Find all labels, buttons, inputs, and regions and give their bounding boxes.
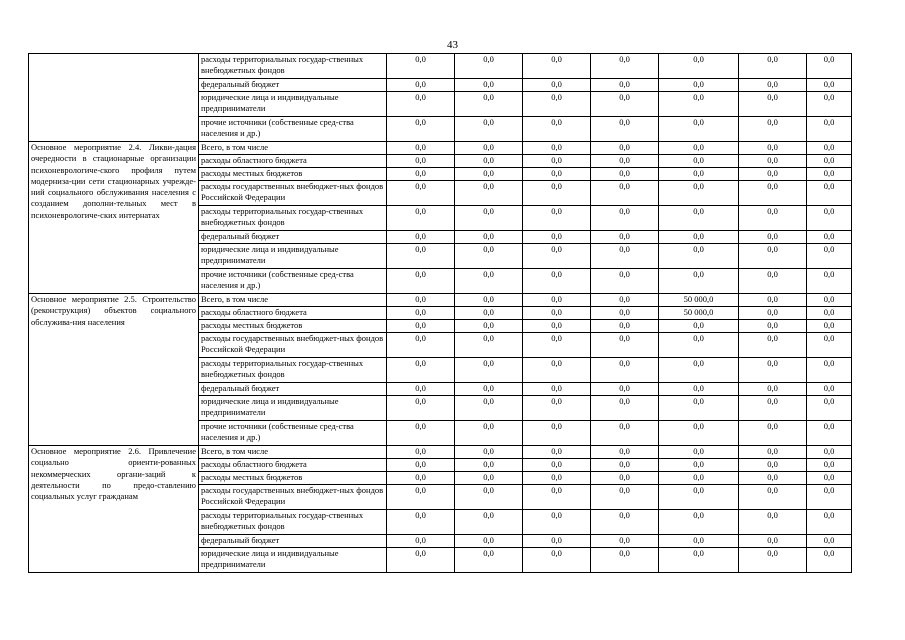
funding-source-cell: юридические лица и индивидуальные предприниматели <box>199 548 387 573</box>
budget-table <box>28 53 852 573</box>
budget-table-body <box>29 54 852 573</box>
value-cell: 0,0 <box>387 117 455 142</box>
funding-source-cell: расходы областного бюджета <box>199 459 387 472</box>
value-cell: 0,0 <box>739 54 807 79</box>
value-cell: 0,0 <box>523 79 591 92</box>
value-cell: 0,0 <box>739 231 807 244</box>
value-cell: 0,0 <box>523 446 591 459</box>
value-cell: 0,0 <box>739 485 807 510</box>
value-cell: 0,0 <box>387 181 455 206</box>
value-cell: 0,0 <box>455 485 523 510</box>
value-cell: 0,0 <box>455 446 523 459</box>
value-cell: 0,0 <box>807 446 852 459</box>
value-cell: 0,0 <box>591 421 659 446</box>
value-cell: 0,0 <box>591 142 659 155</box>
value-cell: 0,0 <box>807 485 852 510</box>
value-cell: 0,0 <box>387 446 455 459</box>
value-cell: 0,0 <box>739 535 807 548</box>
value-cell: 0,0 <box>523 155 591 168</box>
value-cell: 0,0 <box>739 421 807 446</box>
value-cell: 0,0 <box>387 92 455 117</box>
value-cell: 0,0 <box>659 117 739 142</box>
value-cell: 0,0 <box>739 181 807 206</box>
value-cell: 0,0 <box>455 294 523 307</box>
value-cell: 0,0 <box>659 231 739 244</box>
value-cell: 0,0 <box>739 206 807 231</box>
value-cell: 0,0 <box>523 269 591 294</box>
value-cell: 0,0 <box>455 206 523 231</box>
value-cell: 0,0 <box>739 155 807 168</box>
value-cell: 0,0 <box>739 168 807 181</box>
funding-source-cell: прочие источники (собственные сред-ства населения и др.) <box>199 421 387 446</box>
value-cell: 0,0 <box>591 244 659 269</box>
funding-source-cell: юридические лица и индивидуальные предприниматели <box>199 92 387 117</box>
event-name-cell: Основное мероприятие 2.4. Ликви-дация очередности в стационарные организации психоневрологиче-ского профиля путем модерниза-ции сети стационарных учрежде-ний социального обслуживания населения с созданием дополни-тельных мест в психоневрологиче-ских интернатах <box>29 142 199 294</box>
value-cell: 0,0 <box>387 307 455 320</box>
value-cell: 0,0 <box>455 54 523 79</box>
funding-source-cell: расходы местных бюджетов <box>199 168 387 181</box>
value-cell: 0,0 <box>659 244 739 269</box>
value-cell: 0,0 <box>455 92 523 117</box>
value-cell: 0,0 <box>591 333 659 358</box>
value-cell: 0,0 <box>807 117 852 142</box>
value-cell: 0,0 <box>455 320 523 333</box>
value-cell: 0,0 <box>807 472 852 485</box>
value-cell: 0,0 <box>807 54 852 79</box>
value-cell: 0,0 <box>523 54 591 79</box>
value-cell: 0,0 <box>523 244 591 269</box>
value-cell: 0,0 <box>807 181 852 206</box>
value-cell: 0,0 <box>591 269 659 294</box>
funding-source-cell: расходы государственных внебюджет-ных фондов Российской Федерации <box>199 485 387 510</box>
value-cell: 0,0 <box>523 383 591 396</box>
value-cell: 0,0 <box>523 472 591 485</box>
value-cell: 0,0 <box>523 206 591 231</box>
value-cell: 0,0 <box>739 269 807 294</box>
value-cell: 0,0 <box>387 206 455 231</box>
value-cell: 0,0 <box>455 181 523 206</box>
value-cell: 0,0 <box>591 383 659 396</box>
funding-source-cell: расходы местных бюджетов <box>199 320 387 333</box>
value-cell: 0,0 <box>523 421 591 446</box>
value-cell: 0,0 <box>455 142 523 155</box>
value-cell: 0,0 <box>523 92 591 117</box>
value-cell: 0,0 <box>523 117 591 142</box>
value-cell: 0,0 <box>591 446 659 459</box>
value-cell: 50 000,0 <box>659 307 739 320</box>
value-cell: 0,0 <box>807 421 852 446</box>
value-cell: 0,0 <box>455 535 523 548</box>
value-cell: 0,0 <box>387 333 455 358</box>
value-cell: 0,0 <box>455 117 523 142</box>
value-cell: 0,0 <box>807 294 852 307</box>
value-cell: 0,0 <box>659 396 739 421</box>
value-cell: 0,0 <box>591 459 659 472</box>
value-cell: 0,0 <box>455 168 523 181</box>
value-cell: 0,0 <box>591 54 659 79</box>
value-cell: 0,0 <box>591 294 659 307</box>
value-cell: 0,0 <box>659 181 739 206</box>
funding-source-cell: федеральный бюджет <box>199 231 387 244</box>
funding-source-cell: расходы государственных внебюджет-ных фондов Российской Федерации <box>199 181 387 206</box>
value-cell: 0,0 <box>659 54 739 79</box>
funding-source-cell: федеральный бюджет <box>199 535 387 548</box>
value-cell: 0,0 <box>591 79 659 92</box>
value-cell: 0,0 <box>739 320 807 333</box>
value-cell: 0,0 <box>387 383 455 396</box>
value-cell: 0,0 <box>387 510 455 535</box>
value-cell: 0,0 <box>807 142 852 155</box>
value-cell: 0,0 <box>523 459 591 472</box>
value-cell: 0,0 <box>387 155 455 168</box>
value-cell: 0,0 <box>387 421 455 446</box>
value-cell: 0,0 <box>807 358 852 383</box>
value-cell: 0,0 <box>807 206 852 231</box>
value-cell: 0,0 <box>591 535 659 548</box>
value-cell: 0,0 <box>387 459 455 472</box>
funding-source-cell: Всего, в том числе <box>199 142 387 155</box>
value-cell: 0,0 <box>455 396 523 421</box>
value-cell: 0,0 <box>739 307 807 320</box>
funding-source-cell: расходы территориальных государ-ственных внебюджетных фондов <box>199 510 387 535</box>
value-cell: 0,0 <box>523 231 591 244</box>
event-name-cell <box>29 54 199 142</box>
value-cell: 0,0 <box>455 358 523 383</box>
table-row <box>29 294 852 307</box>
value-cell: 0,0 <box>807 244 852 269</box>
value-cell: 0,0 <box>387 168 455 181</box>
value-cell: 0,0 <box>523 320 591 333</box>
value-cell: 0,0 <box>739 244 807 269</box>
value-cell: 0,0 <box>807 333 852 358</box>
value-cell: 0,0 <box>807 459 852 472</box>
value-cell: 0,0 <box>739 142 807 155</box>
value-cell: 0,0 <box>659 535 739 548</box>
value-cell: 0,0 <box>807 396 852 421</box>
value-cell: 0,0 <box>591 181 659 206</box>
value-cell: 0,0 <box>591 231 659 244</box>
value-cell: 0,0 <box>659 358 739 383</box>
value-cell: 0,0 <box>807 92 852 117</box>
funding-source-cell: расходы территориальных государ-ственных внебюджетных фондов <box>199 54 387 79</box>
value-cell: 0,0 <box>455 383 523 396</box>
value-cell: 0,0 <box>739 472 807 485</box>
value-cell: 0,0 <box>387 320 455 333</box>
value-cell: 0,0 <box>523 485 591 510</box>
value-cell: 0,0 <box>807 320 852 333</box>
value-cell: 0,0 <box>455 421 523 446</box>
value-cell: 0,0 <box>387 244 455 269</box>
value-cell: 0,0 <box>523 181 591 206</box>
value-cell: 0,0 <box>807 510 852 535</box>
value-cell: 0,0 <box>659 168 739 181</box>
funding-source-cell: расходы местных бюджетов <box>199 472 387 485</box>
value-cell: 0,0 <box>659 333 739 358</box>
value-cell: 0,0 <box>591 307 659 320</box>
value-cell: 0,0 <box>807 79 852 92</box>
value-cell: 0,0 <box>739 79 807 92</box>
value-cell: 0,0 <box>455 510 523 535</box>
value-cell: 0,0 <box>807 548 852 573</box>
value-cell: 0,0 <box>591 485 659 510</box>
table-row <box>29 54 852 79</box>
funding-source-cell: Всего, в том числе <box>199 446 387 459</box>
value-cell: 0,0 <box>739 92 807 117</box>
table-row <box>29 446 852 459</box>
funding-source-cell: расходы областного бюджета <box>199 155 387 168</box>
value-cell: 0,0 <box>807 168 852 181</box>
value-cell: 0,0 <box>739 358 807 383</box>
value-cell: 0,0 <box>591 510 659 535</box>
value-cell: 0,0 <box>387 294 455 307</box>
value-cell: 0,0 <box>591 548 659 573</box>
value-cell: 0,0 <box>739 510 807 535</box>
value-cell: 0,0 <box>591 206 659 231</box>
funding-source-cell: расходы государственных внебюджет-ных фондов Российской Федерации <box>199 333 387 358</box>
value-cell: 0,0 <box>659 269 739 294</box>
value-cell: 0,0 <box>523 333 591 358</box>
value-cell: 0,0 <box>807 307 852 320</box>
value-cell: 0,0 <box>659 485 739 510</box>
value-cell: 0,0 <box>659 446 739 459</box>
value-cell: 0,0 <box>591 320 659 333</box>
event-name-cell: Основное мероприятие 2.6. Привлечение социально ориенти-рованных некоммерческих органи-заций к деятельности по предо-ставлению социальных услуг гражданам <box>29 446 199 573</box>
value-cell: 0,0 <box>387 472 455 485</box>
value-cell: 0,0 <box>807 535 852 548</box>
funding-source-cell: федеральный бюджет <box>199 383 387 396</box>
funding-source-cell: федеральный бюджет <box>199 79 387 92</box>
value-cell: 0,0 <box>387 548 455 573</box>
value-cell: 0,0 <box>739 396 807 421</box>
value-cell: 0,0 <box>387 396 455 421</box>
value-cell: 0,0 <box>739 548 807 573</box>
value-cell: 0,0 <box>455 244 523 269</box>
value-cell: 0,0 <box>739 446 807 459</box>
value-cell: 0,0 <box>591 168 659 181</box>
value-cell: 50 000,0 <box>659 294 739 307</box>
value-cell: 0,0 <box>455 333 523 358</box>
value-cell: 0,0 <box>455 231 523 244</box>
value-cell: 0,0 <box>659 510 739 535</box>
value-cell: 0,0 <box>455 269 523 294</box>
value-cell: 0,0 <box>455 548 523 573</box>
value-cell: 0,0 <box>523 294 591 307</box>
value-cell: 0,0 <box>659 206 739 231</box>
value-cell: 0,0 <box>807 383 852 396</box>
funding-source-cell: юридические лица и индивидуальные предприниматели <box>199 244 387 269</box>
value-cell: 0,0 <box>455 472 523 485</box>
value-cell: 0,0 <box>659 383 739 396</box>
value-cell: 0,0 <box>591 358 659 383</box>
value-cell: 0,0 <box>659 421 739 446</box>
value-cell: 0,0 <box>455 155 523 168</box>
value-cell: 0,0 <box>807 155 852 168</box>
value-cell: 0,0 <box>523 510 591 535</box>
funding-source-cell: прочие источники (собственные сред-ства населения и др.) <box>199 117 387 142</box>
value-cell: 0,0 <box>523 396 591 421</box>
value-cell: 0,0 <box>523 535 591 548</box>
value-cell: 0,0 <box>387 269 455 294</box>
value-cell: 0,0 <box>523 307 591 320</box>
value-cell: 0,0 <box>807 231 852 244</box>
value-cell: 0,0 <box>807 269 852 294</box>
value-cell: 0,0 <box>659 472 739 485</box>
value-cell: 0,0 <box>659 142 739 155</box>
funding-source-cell: расходы территориальных государ-ственных внебюджетных фондов <box>199 358 387 383</box>
value-cell: 0,0 <box>739 294 807 307</box>
page-number: 43 <box>447 39 458 51</box>
value-cell: 0,0 <box>591 472 659 485</box>
value-cell: 0,0 <box>455 79 523 92</box>
event-name-cell: Основное мероприятие 2.5. Строительство (реконструкция) объектов социального обслужива-ния населения <box>29 294 199 446</box>
value-cell: 0,0 <box>523 548 591 573</box>
funding-source-cell: расходы областного бюджета <box>199 307 387 320</box>
value-cell: 0,0 <box>387 358 455 383</box>
table-row <box>29 142 852 155</box>
value-cell: 0,0 <box>659 548 739 573</box>
funding-source-cell: расходы территориальных государ-ственных внебюджетных фондов <box>199 206 387 231</box>
value-cell: 0,0 <box>387 535 455 548</box>
value-cell: 0,0 <box>387 79 455 92</box>
funding-source-cell: Всего, в том числе <box>199 294 387 307</box>
value-cell: 0,0 <box>455 307 523 320</box>
value-cell: 0,0 <box>387 54 455 79</box>
value-cell: 0,0 <box>523 168 591 181</box>
value-cell: 0,0 <box>591 396 659 421</box>
value-cell: 0,0 <box>739 117 807 142</box>
value-cell: 0,0 <box>523 358 591 383</box>
value-cell: 0,0 <box>659 155 739 168</box>
value-cell: 0,0 <box>591 117 659 142</box>
value-cell: 0,0 <box>591 92 659 117</box>
value-cell: 0,0 <box>659 79 739 92</box>
value-cell: 0,0 <box>387 231 455 244</box>
value-cell: 0,0 <box>659 459 739 472</box>
value-cell: 0,0 <box>739 383 807 396</box>
value-cell: 0,0 <box>455 459 523 472</box>
value-cell: 0,0 <box>659 320 739 333</box>
value-cell: 0,0 <box>523 142 591 155</box>
value-cell: 0,0 <box>387 485 455 510</box>
funding-source-cell: юридические лица и индивидуальные предприниматели <box>199 396 387 421</box>
value-cell: 0,0 <box>739 333 807 358</box>
value-cell: 0,0 <box>591 155 659 168</box>
value-cell: 0,0 <box>739 459 807 472</box>
funding-source-cell: прочие источники (собственные сред-ства населения и др.) <box>199 269 387 294</box>
value-cell: 0,0 <box>387 142 455 155</box>
value-cell: 0,0 <box>659 92 739 117</box>
